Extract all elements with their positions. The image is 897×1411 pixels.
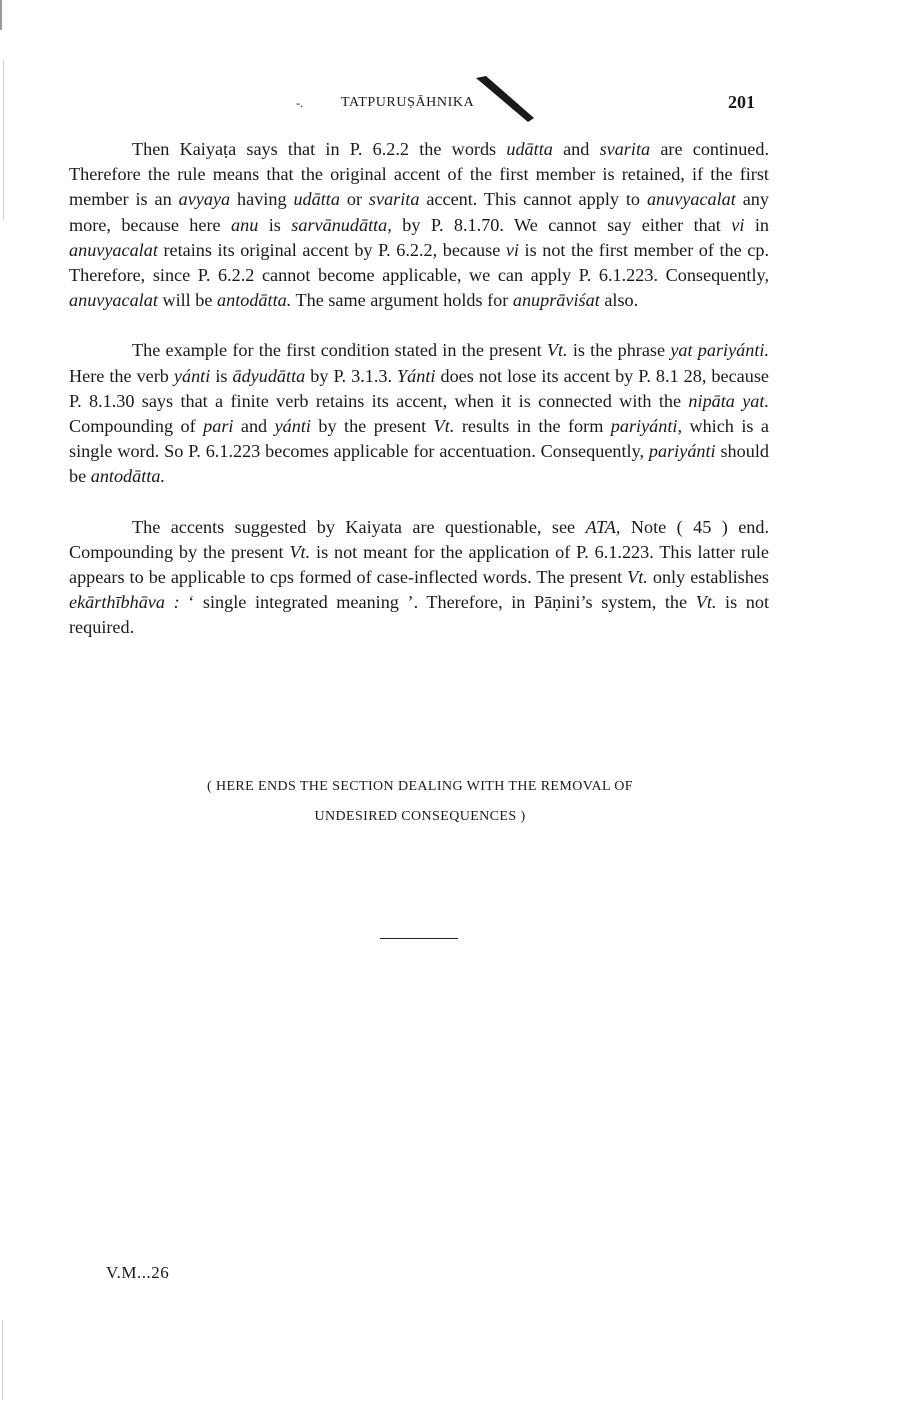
italic-term: pariyánti,: [610, 416, 683, 437]
text-run: results in the form: [454, 416, 611, 437]
italic-term: anuprāviśat: [512, 290, 600, 311]
italic-term: anu: [231, 214, 259, 235]
pen-stroke-mark: [474, 74, 536, 124]
paragraph-accents-questionable: [69, 515, 769, 641]
italic-term: anuvyacalat: [69, 290, 158, 311]
text-run: The example for the first condition stated in the present: [132, 340, 547, 361]
italic-term: Yánti: [397, 365, 436, 386]
italic-term: antodātta.: [217, 290, 292, 311]
text-run: only establishes: [647, 567, 769, 588]
italic-term: yánti: [173, 365, 211, 386]
text-run: retains its original accent by P. 6.2.2, because: [157, 239, 506, 260]
italic-term: svarita: [368, 189, 420, 210]
italic-term: Vt.: [695, 592, 717, 613]
text-run: and: [233, 416, 275, 437]
italic-term: anuvyacalat: [69, 239, 158, 260]
text-run: any more, because here: [69, 189, 769, 235]
italic-term: Vt.: [433, 416, 455, 437]
text-run: Note ( 45 ) end. Compounding by the present: [69, 516, 770, 562]
closing-line-2: UNDESIRED CONSEQUENCES ): [314, 809, 526, 824]
signature-mark: V.M...26: [106, 1263, 170, 1282]
italic-term: udātta: [293, 189, 340, 210]
text-run: Here the verb: [69, 365, 174, 386]
text-run: will be: [157, 290, 217, 311]
end-rule-divider: [380, 938, 458, 939]
italic-term: yánti: [274, 416, 311, 437]
text-run: by the present: [310, 416, 434, 437]
text-run: Compounding of: [69, 416, 204, 437]
italic-term: yat pariyánti.: [670, 340, 769, 361]
text-run: The same argument holds for: [291, 290, 513, 311]
text-run: is: [210, 365, 233, 386]
italic-term: anuvyacalat: [646, 189, 736, 210]
text-run: accent. This cannot apply to: [419, 189, 647, 210]
text-run: is the phrase: [567, 340, 671, 361]
body-text: [69, 137, 769, 641]
text-run: in: [744, 214, 769, 235]
italic-term: Vt.: [289, 541, 311, 562]
text-run: is: [258, 214, 292, 235]
text-run: by P. 8.1.70. We cannot say either that: [391, 214, 732, 235]
italic-term: Vt.: [627, 567, 648, 588]
italic-term: pariyánti: [648, 441, 716, 462]
italic-term: Vt.: [546, 340, 568, 361]
italic-term: antodātta.: [90, 466, 165, 487]
italic-term: vi: [505, 239, 519, 260]
text-run: also.: [599, 290, 639, 311]
running-title: TATPURUṢĀHNIKA: [341, 95, 475, 110]
italic-term: ekārthībhāva :: [69, 592, 180, 613]
text-run: is not meant for the application of P. 6.1.223. This latter rule appears to be applicable to cps formed of case-inflected words. The present: [69, 541, 769, 588]
paragraph-first-condition-example: [69, 338, 769, 489]
text-run: The accents suggested by Kaiyata are questionable, see: [132, 516, 586, 537]
page-header: [0, 92, 897, 118]
scan-edge-artifact: [0, 0, 8, 1411]
text-run: is not required.: [69, 592, 770, 638]
closing-line-1: ( HERE ENDS THE SECTION DEALING WITH THE REMOVAL OF: [207, 779, 633, 794]
section-closing-note: [80, 772, 760, 832]
text-run: which is a single word. So P. 6.1.223 becomes applicable for accentuation. Consequently,: [69, 416, 769, 462]
text-run: by P. 3.1.3.: [305, 365, 398, 386]
text-run: having: [230, 189, 294, 210]
page-number: 201: [728, 92, 755, 112]
text-run: Then Kaiyaṭa says that in P. 6.2.2 the words: [132, 139, 507, 159]
italic-term: udātta: [506, 139, 553, 159]
italic-term: svarita: [599, 139, 651, 159]
italic-term: ATA,: [585, 516, 621, 537]
italic-term: avyaya: [178, 189, 231, 210]
text-run: are continued. Therefore the rule means that the original accent of the first member is retained, if the first member is an: [69, 139, 770, 210]
italic-term: pari: [203, 416, 234, 437]
text-run: is not the first member of the cp. Therefore, since P. 6.2.2 cannot become applicable, we can apply P. 6.1.223. Consequently,: [69, 239, 769, 286]
header-mark: -.: [296, 96, 303, 110]
text-run: or: [339, 189, 369, 210]
text-run: should be: [69, 441, 769, 487]
text-run: and: [552, 139, 600, 159]
paragraph-kaiyata-accent: [69, 137, 769, 313]
italic-term: nipāta yat.: [688, 390, 770, 411]
italic-term: vi: [731, 214, 745, 235]
italic-term: sarvānudātta,: [291, 214, 392, 235]
italic-term: ādyudātta: [232, 365, 306, 386]
text-run: ‘ single integrated meaning ’. Therefore, in Pāṇini’s system, the: [179, 592, 696, 613]
text-run: does not lose its accent by P. 8.1 28, because P. 8.1.30 says that a finite verb retains its accent, when it is connected with the: [69, 365, 769, 411]
